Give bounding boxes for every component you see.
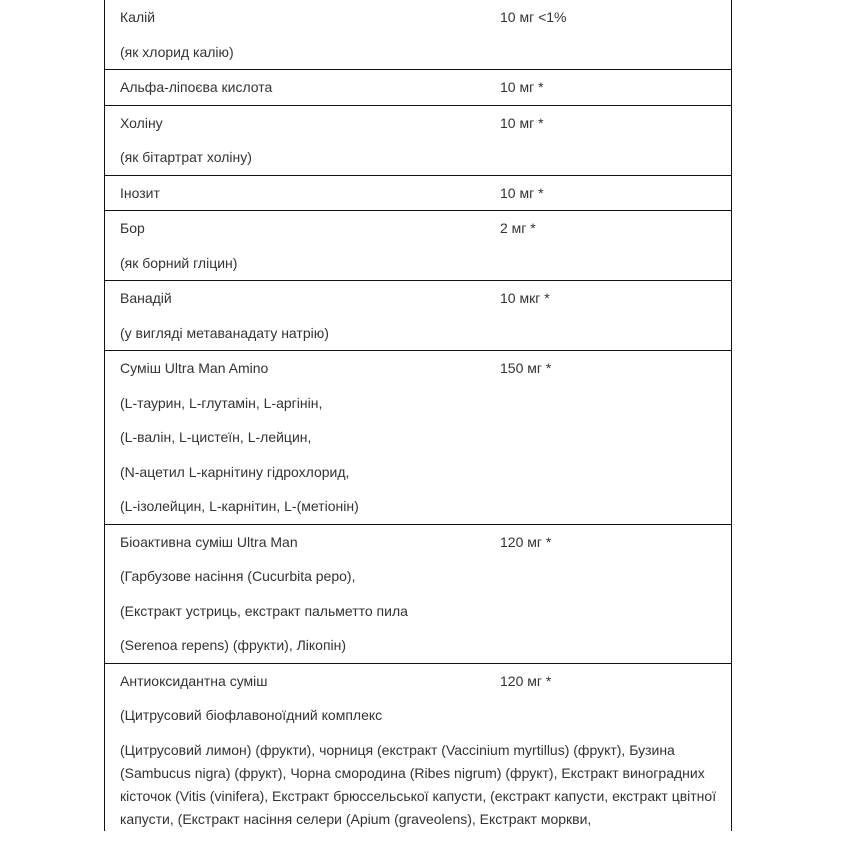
- ingredient-amount-value: 10 мг *: [500, 184, 544, 201]
- ingredient-name: [105, 176, 485, 211]
- ingredient-name-line: (L-валін, L-цистеїн, L-лейцин,: [120, 429, 312, 445]
- ingredient-amount-value: 150 мг *: [500, 360, 552, 376]
- ingredient-name-line: (як хлорид калію): [120, 43, 234, 60]
- ingredient-name: [105, 106, 485, 175]
- ingredient-name: [105, 70, 485, 105]
- ingredient-name-line: (L-ізолейцин, L-карнітин, L-(метіонін): [120, 498, 359, 514]
- ingredient-amount: [485, 106, 731, 175]
- ingredient-name-line: Ванадій: [120, 290, 172, 306]
- ingredient-name: [105, 281, 485, 350]
- ingredient-row-potassium: [105, 0, 731, 70]
- ingredient-amount: [485, 0, 731, 69]
- antioxidant-blend-details: (Цитрусовий лимон) (фрукти), чорниця (екстракт (Vaccinium myrtillus) (фрукт), Бузина (Sambucus nigra) (фрукт), Чорна смородина (Ribes nigrum) (фрукт), Екстракт виноградних кісточок (Vitis (vinifera), Екстракт брюссельської капусти, (екстракт капусти, екстракт цвітної капусти, (Екстракт насіння селери (Apium (graveolens), Екстракт моркви,: [120, 741, 717, 827]
- ingredient-name-line: Суміш Ultra Man Amino: [120, 360, 269, 376]
- ingredients-table: [104, 0, 732, 831]
- ingredient-name-line: (L-таурин, L-глутамін, L-аргінін,: [120, 394, 323, 411]
- ingredient-amount-value: 10 мкг *: [500, 290, 550, 306]
- ingredient-amount: [485, 351, 731, 524]
- ingredient-name-line: Біоактивна суміш Ultra Man: [120, 533, 298, 550]
- ingredient-name-line: (у вигляді метаванадату натрію): [120, 324, 329, 341]
- ingredient-name-line: (як борний гліцин): [120, 254, 238, 271]
- ingredient-amount: [485, 176, 731, 211]
- ingredient-name-line: Антиоксидантна суміш: [120, 672, 268, 689]
- ingredient-row-antioxidant-blend: [105, 664, 731, 831]
- ingredient-name-line: Інозит: [120, 184, 160, 201]
- ingredient-row-bioactive-blend: [105, 525, 731, 664]
- ingredient-name-line: Калій: [120, 9, 156, 25]
- ingredient-amount-value: 120 мг *: [500, 533, 552, 550]
- ingredient-row-choline: [105, 106, 731, 176]
- ingredient-name-line: (N-ацетил L-карнітину гідрохлорид,: [120, 463, 350, 480]
- ingredient-amount-value: 10 мг <1%: [500, 9, 567, 25]
- ingredient-row-boron: [105, 211, 731, 281]
- ingredient-name: [105, 211, 485, 280]
- ingredient-name-line: (Serenoa repens) (фрукти), Лікопін): [120, 637, 347, 653]
- ingredient-row-vanadium: [105, 281, 731, 351]
- ingredient-row-alpha-lipoic-acid: [105, 70, 731, 106]
- ingredient-amount: [485, 281, 731, 350]
- ingredient-name-line: Холіну: [120, 114, 163, 131]
- ingredient-amount-value: 2 мг *: [500, 220, 536, 236]
- ingredient-row-amino-blend: [105, 351, 731, 525]
- ingredient-name-line: Бор: [120, 220, 145, 236]
- ingredient-amount-value: 10 мг *: [500, 79, 544, 95]
- ingredient-amount-value: 120 мг *: [500, 672, 552, 689]
- ingredient-name-line: (Цитрусовий біофлавоноїдний комплекс: [120, 707, 383, 723]
- ingredient-name-line: Альфа-ліпоєва кислота: [120, 79, 273, 95]
- ingredient-name: [105, 351, 485, 524]
- ingredient-name-line: (Гарбузове насіння (Cucurbita pepo),: [120, 568, 356, 584]
- ingredient-name: [105, 0, 485, 69]
- ingredient-amount: [485, 664, 731, 733]
- ingredient-amount: [485, 525, 731, 663]
- ingredient-name-line: (як бітартрат холіну): [120, 149, 252, 165]
- ingredient-name-line: (Екстракт устриць, екстракт пальметто пила: [120, 602, 408, 619]
- ingredient-amount-value: 10 мг *: [500, 114, 544, 131]
- ingredient-name: [105, 525, 485, 663]
- ingredient-amount: [485, 211, 731, 280]
- ingredient-row-inositol: [105, 176, 731, 212]
- ingredient-name: [105, 664, 485, 733]
- ingredient-amount: [485, 70, 731, 105]
